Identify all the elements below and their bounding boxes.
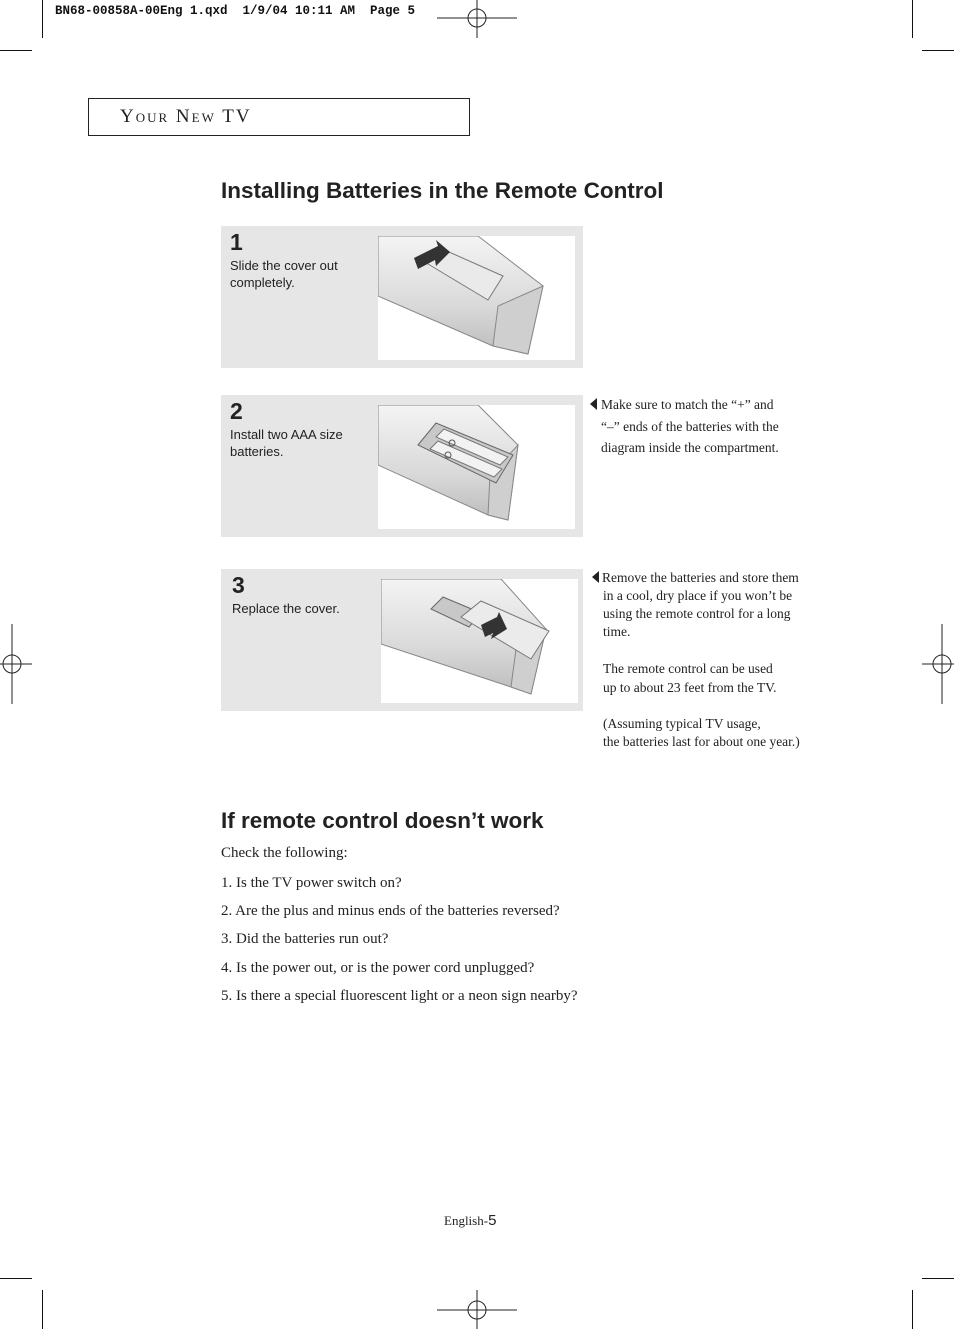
checklist-item: 3. Did the batteries run out?: [221, 931, 389, 947]
pointer-triangle-icon: [592, 571, 599, 583]
remote-illustration-open-cover: [378, 236, 575, 360]
troubleshooting-heading: If remote control doesn’t work: [221, 808, 544, 833]
page-footer: [444, 1212, 496, 1229]
step-panel-3: [221, 569, 583, 711]
note-line: Remove the batteries and store them: [602, 570, 799, 585]
note-line: the batteries last for about one year.): [603, 734, 800, 749]
note-line: in a cool, dry place if you won’t be: [603, 588, 793, 603]
step-text: Replace the cover.: [232, 601, 340, 616]
pointer-triangle-icon: [590, 398, 597, 410]
note-line: up to about 23 feet from the TV.: [603, 680, 777, 695]
checklist-item: 4. Is the power out, or is the power cord unplugged?: [221, 960, 535, 976]
note-line: using the remote control for a long: [603, 606, 791, 621]
checklist-item: 1. Is the TV power switch on?: [221, 875, 402, 891]
note-line: time.: [603, 624, 631, 639]
printer-slug: BN68-00858A-00Eng 1.qxd 1/9/04 10:11 AM Page 5: [55, 4, 416, 18]
note-line: The remote control can be used: [603, 661, 773, 676]
range-note: [603, 660, 776, 697]
page-heading: Installing Batteries in the Remote Control: [221, 178, 664, 203]
step-text: Slide the cover out completely.: [230, 258, 338, 290]
storage-note: [602, 569, 799, 641]
checklist-item: 5. Is there a special fluorescent light or a neon sign nearby?: [221, 988, 578, 1004]
step-number: 3: [232, 572, 245, 598]
remote-illustration-replace-cover: [381, 579, 578, 703]
page-number: 5: [488, 1212, 497, 1229]
checklist-item: 2. Are the plus and minus ends of the batteries reversed?: [221, 903, 560, 919]
polarity-note: [601, 396, 779, 457]
note-line: diagram inside the compartment.: [601, 440, 779, 455]
step-text: Install two AAA size batteries.: [230, 427, 343, 459]
step-number: 1: [230, 229, 243, 255]
note-line: Make sure to match the “+” and: [601, 397, 774, 412]
battery-life-note: [603, 715, 800, 751]
footer-label: English-: [444, 1213, 489, 1228]
note-line: “–” ends of the batteries with the: [601, 419, 779, 434]
step-panel-2: [221, 395, 583, 537]
step-panel-1: [221, 226, 583, 368]
note-line: (Assuming typical TV usage,: [603, 716, 761, 731]
section-title: Your New TV: [120, 106, 252, 127]
remote-illustration-batteries: [378, 405, 575, 529]
step-number: 2: [230, 398, 243, 424]
check-intro: Check the following:: [221, 845, 348, 861]
